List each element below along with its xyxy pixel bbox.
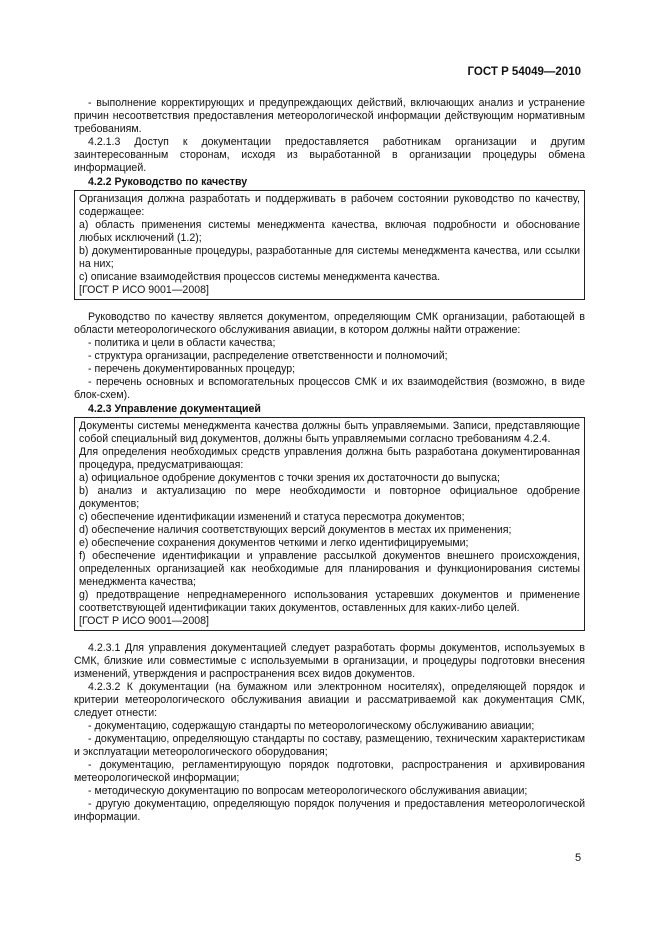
page-body xyxy=(74,97,585,824)
list-item: - методическую документацию по вопросам метеорологического обслуживания авиации; xyxy=(88,785,528,797)
box-paragraph: f) обеспечение идентификации и управление рассылкой документов внешнего происхождения, определенных организацией как необходимые для планирования и функционирования системы менеджмента качества; xyxy=(79,550,580,588)
list-item: - структура организации, распределение ответственности и полномочий; xyxy=(88,350,448,362)
section-heading-4-2-2: 4.2.2 Руководство по качеству xyxy=(88,176,248,188)
quote-box-iso-4-2-2 xyxy=(74,190,585,300)
document-id: ГОСТ Р 54049—2010 xyxy=(467,66,581,78)
list-item: - перечень документированных процедур; xyxy=(88,363,296,375)
box-paragraph: c) обеспечение идентификации изменений и статуса пересмотра документов; xyxy=(79,511,465,523)
list-item: - перечень основных и вспомогательных процессов СМК и их взаимодействия (возможно, в виде блок-схем). xyxy=(74,376,585,401)
box-reference: [ГОСТ Р ИСО 9001—2008] xyxy=(79,615,209,627)
list-item: - другую документацию, определяющую порядок получения и предоставления метеорологической информации. xyxy=(74,798,585,823)
list-item: - документацию, регламентирующую порядок подготовки, распространения и архивирования метеорологической информации; xyxy=(74,759,585,784)
box-paragraph: Документы системы менеджмента качества должны быть управляемыми. Записи, представляющие собой специальный вид документов, должны быть управляемыми согласно требованиям 4.2.4. xyxy=(79,420,580,445)
box-paragraph: c) описание взаимодействия процессов системы менеджмента качества. xyxy=(79,271,441,283)
box-paragraph: e) обеспечение сохранения документов четкими и легко идентифицируемыми; xyxy=(79,537,469,549)
list-item: - документацию, содержащую стандарты по метеорологическому обслуживанию авиации; xyxy=(88,720,535,732)
box-paragraph: а) официальное одобрение документов с точки зрения их достаточности до выпуска; xyxy=(79,472,500,484)
page-number: 5 xyxy=(575,852,582,864)
box-paragraph: а) область применения системы менеджмента качества, включая подробности и обоснование любых исключений (1.2); xyxy=(79,219,580,244)
paragraph: Руководство по качеству является документом, определяющим СМК организации, работающей в области метеорологического обслуживания авиации, в котором должны найти отражение: xyxy=(74,311,585,336)
box-paragraph: Организация должна разработать и поддерживать в рабочем состоянии руководство по качеству, содержащее: xyxy=(79,193,580,218)
paragraph: 4.2.3.2 К документации (на бумажном или электронном носителях), определяющей порядок и критерии метеорологического обслуживания авиации и рассматриваемой как документация СМК, следует отнести: xyxy=(74,681,585,719)
box-paragraph: b) документированные процедуры, разработанные для системы менеджмента качества, или ссылки на них; xyxy=(79,245,580,270)
box-paragraph: b) анализ и актуализацию по мере необходимости и повторное официальное одобрение документов; xyxy=(79,485,580,510)
box-paragraph: Для определения необходимых средств управления должна быть разработана документированная процедура, предусматривающая: xyxy=(79,446,580,471)
box-paragraph: g) предотвращение непреднамеренного использования устаревших документов и применение соответствующей идентификации таких документов, оставленных для каких-либо целей. xyxy=(79,589,580,614)
list-item: - документацию, определяющую стандарты по составу, размещению, техническим характеристикам и эксплуатации метеорологического оборудования; xyxy=(74,733,585,758)
paragraph: 4.2.3.1 Для управления документацией следует разработать формы документов, используемых в СМК, близкие или совместимые с используемыми в организации, и процедуры подготовки внесения изменений, утверждения и распространения всех видов документов. xyxy=(74,642,585,680)
box-paragraph: d) обеспечение наличия соответствующих версий документов в местах их применения; xyxy=(79,524,512,536)
quote-box-iso-4-2-3 xyxy=(74,417,585,631)
paragraph: 4.2.1.3 Доступ к документации предоставляется работникам организации и другим заинтересованным сторонам, исходя из выработанной в организации процедуры обмена информацией. xyxy=(74,136,585,174)
list-item: - политика и цели в области качества; xyxy=(88,337,276,349)
section-heading-4-2-3: 4.2.3 Управление документацией xyxy=(88,403,261,415)
box-reference: [ГОСТ Р ИСО 9001—2008] xyxy=(79,284,209,296)
paragraph: - выполнение корректирующих и предупреждающих действий, включающих анализ и устранение причин несоответствия предоставления метеорологической информации действующим нормативным требованиям. xyxy=(74,97,585,135)
